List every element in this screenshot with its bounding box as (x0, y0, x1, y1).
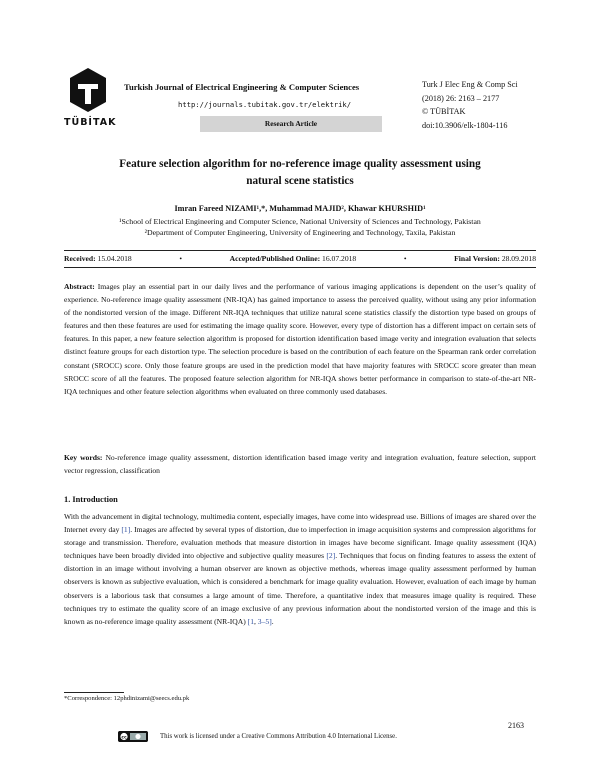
citation-link[interactable]: [1] (121, 525, 131, 535)
accepted-date: Accepted/Published Online: 16.07.2018 (229, 254, 357, 263)
svg-text:cc: cc (121, 735, 127, 741)
section-heading: 1. Introduction (64, 495, 118, 504)
date-bullet: • (179, 254, 182, 263)
footnote-divider (64, 692, 124, 693)
abstract-text: Images play an essential part in our daily lives and the performance of various imaging applications is dependent on the user’s quality of experience. No-reference image quality assessment (NR-IQA) has gained importance to assess the perceived quality, without using any prior information of the nondistorted version of the image. Different NR-IQA techniques that utilize natural scene statistics classify the distortion type based on groups of features and then these features are used for estimating the image quality score. However, every type of distortion has a different impact on certain sets of features. In this paper, a new feature selection algorithm is proposed for distortion identification based image verity and integration evaluation that selects distinct feature groups for each distortion type. The selection procedure is based on the contribution of each feature on the Spearman rank order correlation constant (SROCC) score. Only those feature groups are used in the prediction model that have majority features with SROCC score greater than mean SROCC score of all the features. The proposed feature selection algorithm for NR-IQA shows better performance in comparison to state-of-the-art NR-IQA techniques and other feature selection algorithms when evaluated on three commonly used databases. (64, 282, 536, 396)
affiliation-2: ²Department of Computer Engineering, University of Engineering and Technology, Taxila, Pakistan (144, 228, 456, 237)
cc-license-badge-icon[interactable] (118, 731, 148, 742)
abstract (64, 280, 536, 398)
paper-title (60, 156, 540, 190)
license-text: This work is licensed under a Creative Commons Attribution 4.0 International License. (160, 733, 397, 740)
journal-name: Turkish Journal of Electrical Engineering & Computer Sciences (124, 82, 360, 92)
citation-link[interactable]: [1 (247, 616, 254, 626)
article-type-badge: Research Article (200, 116, 382, 132)
citation-link[interactable]: [2] (326, 551, 336, 561)
final-date: Final Version: 28.09.2018 (454, 254, 536, 263)
footnote: *Correspondence: 12phdinizami@seecs.edu.pk (64, 695, 190, 702)
citation-link[interactable]: 3–5] (257, 616, 272, 626)
title-line-1: Feature selection algorithm for no-reference image quality assessment using (119, 158, 481, 170)
date-bullet: • (403, 254, 407, 263)
intro-paragraph: With the advancement in digital technology, multimedia content, especially images, have come into widespread use. Billions of images are shared over the Internet every day [1]. Images are affected by several types of distortion, due to imperfection in image acquisition systems and compression algorithms for storage and transmission. Therefore, evaluation methods that measure distortion in images have become significant. Image quality assessment (IQA) techniques have been broadly divided into objective and subjective quality measures [2]. Techniques that focus on finding features to assess the extent of distortion in an image without involving a human observer are known as objective methods, whereas image quality assessment performed by human observers is known as subjective evaluation, which is considered a benchmark for image quality evaluation. However, evaluation of each image by human observers is a laborious task that consumes a large amount of time. Therefore, a quantitative index that measures image quality is required. These techniques try to estimate the quality score of an image exclusive of any previous information about the nondistorted version of the image and this is known as no-reference image quality assessment (NR-IQA) [1, 3–5]. (64, 512, 536, 626)
keywords-text: No-reference image quality assessment, distortion identification based image verity and integration evaluation, feature selection, support vector regression, classification (64, 453, 536, 476)
authors: Imran Fareed NIZAMI¹,*, Muhammad MAJID², Khawar KHURSHID¹ (174, 204, 426, 213)
keywords (64, 451, 536, 477)
citation-volume: (2018) 26: 2163 – 2177 (422, 93, 500, 103)
citation-doi[interactable]: doi:10.3906/elk-1804-116 (422, 120, 508, 130)
citation-info (422, 78, 518, 132)
abstract-label: Abstract: (64, 282, 95, 291)
dates-row (64, 254, 536, 263)
affiliation-1: ¹School of Electrical Engineering and Computer Science, National University of Sciences and Technology, Pakistan (119, 217, 481, 226)
page-number: 2163 (508, 721, 524, 730)
journal-url[interactable]: http://journals.tubitak.gov.tr/elektrik/ (178, 100, 352, 109)
divider-bottom (64, 267, 536, 268)
keywords-label: Key words: (64, 453, 103, 462)
received-date: Received: 15.04.2018 (64, 254, 132, 263)
logo-text: TÜBİTAK (64, 117, 117, 128)
divider-top (64, 250, 536, 251)
citation-copyright: © TÜBİTAK (422, 107, 466, 117)
title-line-2: natural scene statistics (246, 175, 354, 187)
citation-journal: Turk J Elec Eng & Comp Sci (422, 80, 518, 89)
